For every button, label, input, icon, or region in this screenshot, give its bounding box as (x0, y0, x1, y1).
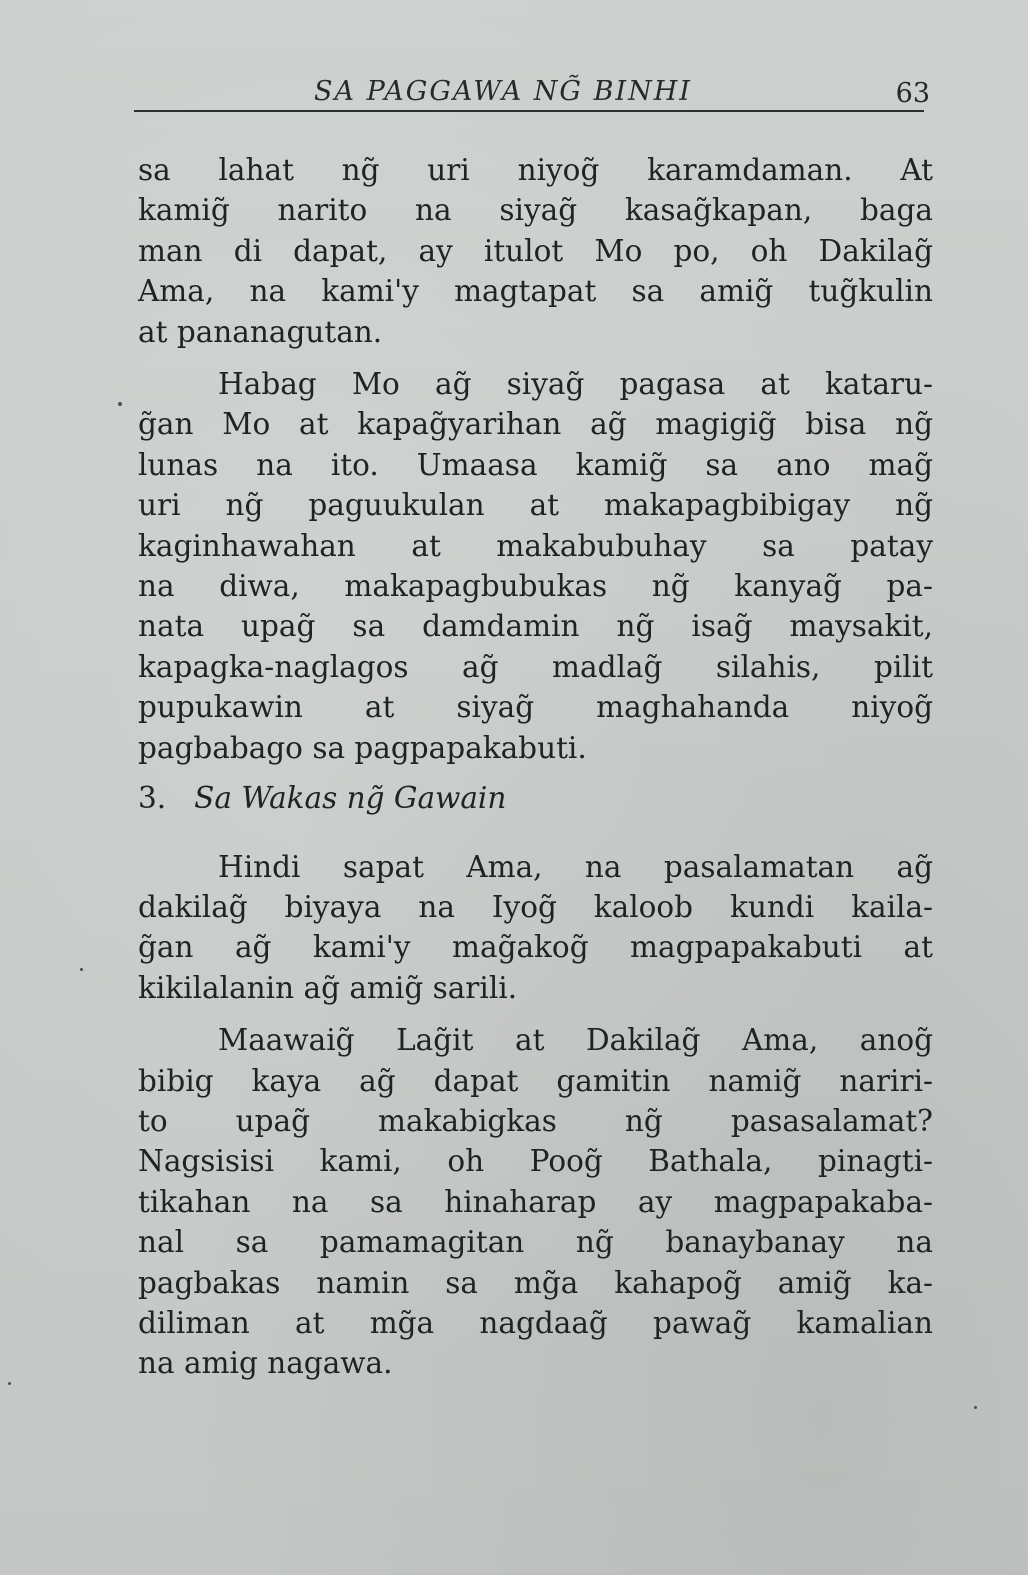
section-heading (138, 778, 933, 818)
body-text (138, 150, 933, 1384)
paragraph-1 (138, 150, 933, 352)
ink-speck (118, 402, 122, 406)
text-line: at pananagutan. (138, 314, 383, 349)
text-line: lunas na ito. Umaasa kamig̃ sa ano mag̃ (138, 447, 933, 482)
text-line: g̃an Mo at kapag̃yarihan ag̃ magigig̃ bisa ng̃ (138, 407, 933, 442)
text-line: diliman at mg̃a nagdaag̃ pawag̃ kamalian (138, 1305, 933, 1340)
text-line: to upag̃ makabigkas ng̃ pasasalamat? (138, 1103, 933, 1138)
text-line: Habag Mo ag̃ siyag̃ pagasa at kataru- (218, 367, 933, 402)
text-line: Maawaig̃ Lag̃it at Dakilag̃ Ama, anog̃ (218, 1023, 933, 1058)
text-line: sa lahat ng̃ uri niyog̃ karamdaman. At (138, 153, 933, 187)
section-number: 3. (138, 781, 167, 816)
text-line: na amig nagawa. (138, 1346, 393, 1381)
paragraph-4 (138, 1020, 933, 1384)
ink-speck (974, 1406, 977, 1409)
text-line: Nagsisisi kami, oh Poog̃ Bathala, pinagti- (138, 1144, 933, 1179)
text-line: Hindi sapat Ama, na pasalamatan ag̃ (218, 849, 933, 884)
text-line: nal sa pamamagitan ng̃ banaybanay na (138, 1225, 933, 1260)
text-line: pagbakas namin sa mg̃a kahapog̃ amig̃ ka- (138, 1265, 933, 1300)
text-line: bibig kaya ag̃ dapat gamitin namig̃ nariri- (138, 1063, 933, 1098)
paragraph-2 (138, 364, 933, 768)
text-line: kaginhawahan at makabubuhay sa patay (138, 528, 933, 563)
text-line: pupukawin at siyag̃ maghahanda niyog̃ (138, 690, 933, 725)
ink-speck (80, 968, 83, 971)
text-line: uri ng̃ paguukulan at makapagbibigay ng̃ (138, 488, 933, 523)
page-number: 63 (895, 78, 930, 109)
text-line: kapagka-naglagos ag̃ madlag̃ silahis, pilit (138, 649, 933, 684)
text-line: dakilag̃ biyaya na Iyog̃ kaloob kundi kaila- (138, 889, 933, 924)
text-line: Ama, na kami'y magtapat sa amig̃ tug̃kulin (138, 274, 933, 309)
text-line: g̃an ag̃ kami'y mag̃akog̃ magpapakabuti at (138, 930, 933, 965)
text-line: nata upag̃ sa damdamin ng̃ isag̃ maysakit, (138, 609, 933, 644)
text-line: pagbabago sa pagpapakabuti. (138, 730, 587, 765)
text-line: na diwa, makapagbubukas ng̃ kanyag̃ pa- (138, 569, 933, 604)
text-line: tikahan na sa hinaharap ay magpapakaba- (138, 1184, 933, 1219)
ink-speck (8, 1382, 11, 1385)
text-line: kamig̃ narito na siyag̃ kasag̃kapan, baga (138, 193, 933, 228)
paragraph-3 (138, 847, 933, 1009)
text-line: man di dapat, ay itulot Mo po, oh Dakilag̃ (138, 233, 933, 268)
text-line: kikilalanin ag̃ amig̃ sarili. (138, 970, 518, 1005)
running-header (134, 76, 934, 116)
section-title: Sa Wakas ng̃ Gawain (194, 781, 507, 816)
header-rule (134, 110, 924, 112)
running-title: SA PAGGAWA NG̃ BINHI (314, 76, 692, 107)
